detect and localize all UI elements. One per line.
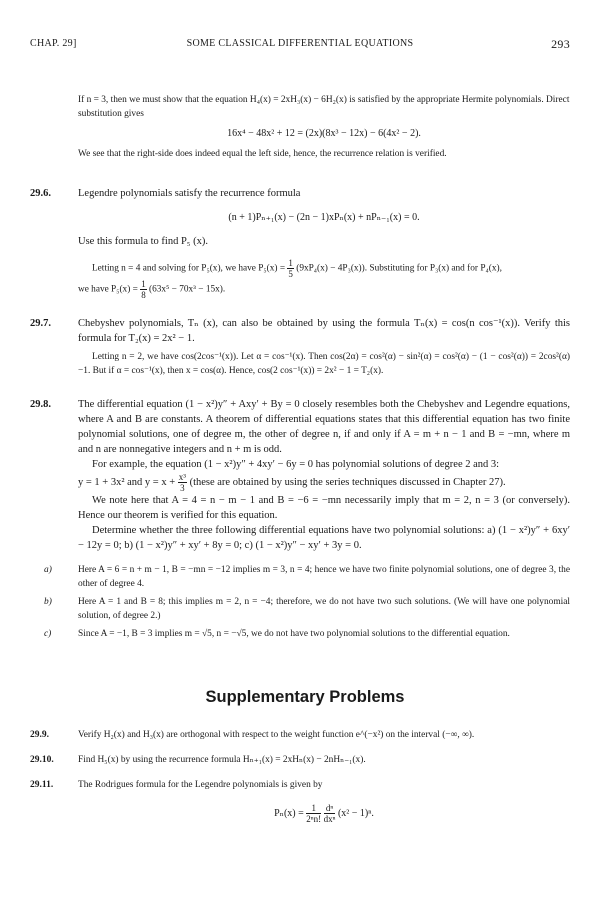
derivative: $\frac{\text{dⁿ}}{\text{dxⁿ}}$ <box>323 803 336 824</box>
solution-29-6 <box>30 258 570 300</box>
problem-statement: Legendre polynomials satisfy the recurrence formula <box>78 188 301 199</box>
problem-29-9: 29.9. Verify H₂(x) and H₃(x) are orthogonal with respect to the weight function e^(−x²) on the interval (−∞, ∞). <box>30 730 475 740</box>
problem-29-6 <box>30 186 570 249</box>
parts-29-8 <box>30 563 570 659</box>
fraction: $\frac{1}{5}$ <box>288 258 293 279</box>
problem-number: 29.6. <box>30 188 51 199</box>
intro-conclusion: We see that the right-side does indeed equal the left side, hence, the recurrence relation is verified. <box>78 149 447 159</box>
supplementary-problems <box>30 728 570 830</box>
problem-statement: The differential equation (1 − x²)y″ + Axy′ + By = 0 closely resembles both the Chebyshev and Legendre equations, where A and B are constants. A theorem of differential equations states that this differential equation has two finite polynomial solutions, one of degree m, the other of degree n, if and only if A = m + n − 1 and B = −mn, where m and n are nonnegative integers and n + m is odd. <box>78 399 570 455</box>
intro-text: If n = 3, then we must show that the equation H₄(x) = 2xH₃(x) − 6H₂(x) is satisfied by the appropriate Hermite polynomials. Direct substitution gives <box>78 95 570 119</box>
section-heading: Supplementary Problems <box>205 688 405 706</box>
problem-number: 29.8. <box>30 399 51 410</box>
problem-29-11: 29.11. The Rodrigues formula for the Legendre polynomials is given by <box>30 780 323 790</box>
rodrigues-formula: Pₙ(x) = $\frac{1}{\text{2ⁿn!}}$ $\frac{\text{dⁿ}}{\text{dxⁿ}}$ (x² − 1)ⁿ. <box>274 803 374 824</box>
part-c: c) Since A = −1, B = 3 implies m = √5, n = −√5, we do not have two polynomial solutions to the differential equation. <box>44 629 510 639</box>
intro-block <box>30 93 570 161</box>
solution-text: Letting n = 2, we have cos(2cos⁻¹(x)). Let α = cos⁻¹(x). Then cos(2α) = cos²(α) − sin²(α) = cos²(α) − (1 − cos²(α)) = 2cos²(α) −1. But if α = cos⁻¹(x), then x = cos(α). Hence, cos(2 cos⁻¹(x)) = 2x² − 1 = T₂(x). <box>78 352 570 376</box>
running-title: SOME CLASSICAL DIFFERENTIAL EQUATIONS <box>186 38 414 49</box>
problem-29-8 <box>30 397 570 553</box>
part-a: a) Here A = 6 = n + m − 1, B = −mn = −12 implies m = 3, n = 4; hence we have two finite polynomial solutions, one of degree 3, the other of degree 4. <box>44 565 570 589</box>
example-solutions: y = 1 + 3x² and y = x + $\frac{\text{x³}}{3}$ (these are obtained by using the series techniques discussed in Chapter 27). <box>78 472 506 493</box>
intro-equation: 16x⁴ − 48x² + 12 = (2x)(8x³ − 12x) − 6(4x² − 2). <box>227 128 421 139</box>
problem-number: 29.7. <box>30 318 51 329</box>
fraction: $\frac{\text{x³}}{3}$ <box>178 472 186 493</box>
problem-equation: (n + 1)Pₙ₊₁(x) − (2n − 1)xPₙ(x) + nPₙ₋₁(x) = 0. <box>228 212 420 223</box>
page-number: 293 <box>551 37 570 51</box>
note-text: We note here that A = 4 = n − m − 1 and B = −6 = −mn necessarily imply that m = 2, n = 3 (or conversely). Hence our theorem is verified for this equation. <box>78 495 570 521</box>
solution-line-1: Letting n = 4 and solving for P₅(x), we have P₅(x) = $\frac{1}{5}$ (9xP₄(x) − 4P₃(x)). Substituting for P₃(x) and for P₄(x), <box>92 258 502 279</box>
determine-text: Determine whether the three following differential equations have two polynomial solutions: a) (1 − x²)y″ + 6xy′ − 12y = 0; b) (1 − x²)y″ + xy′ + 8y = 0; c) (1 − x²)y″ − xy′ + 3y = 0. <box>78 525 570 551</box>
chapter-label: CHAP. 29] <box>30 38 77 49</box>
problem-29-7 <box>30 316 570 378</box>
fraction: $\frac{1}{\text{2ⁿn!}}$ <box>306 803 322 824</box>
page-header <box>30 38 570 54</box>
part-b: b) Here A = 1 and B = 8; this implies m = 2, n = −4; therefore, we do not have two such solutions. (We will have one polynomial solution, of degree 2.) <box>44 597 570 621</box>
problem-statement: Chebyshev polynomials, Tₙ (x), can also be obtained by using the formula Tₙ(x) = cos(n cos⁻¹(x)). Verify this formula for T₂(x) = 2x² − 1. <box>78 318 570 344</box>
problem-task: Use this formula to find P₅ (x). <box>78 236 208 247</box>
fraction: $\frac{1}{8}$ <box>141 279 146 300</box>
solution-line-2: we have P₅(x) = $\frac{1}{8}$ (63x⁵ − 70x³ − 15x). <box>78 279 226 300</box>
problem-29-10: 29.10. Find H₅(x) by using the recurrence formula Hₙ₊₁(x) = 2xHₙ(x) − 2nHₙ₋₁(x). <box>30 755 366 765</box>
example-line: For example, the equation (1 − x²)y″ + 4xy′ − 6y = 0 has polynomial solutions of degree 2 and 3: <box>92 459 500 470</box>
